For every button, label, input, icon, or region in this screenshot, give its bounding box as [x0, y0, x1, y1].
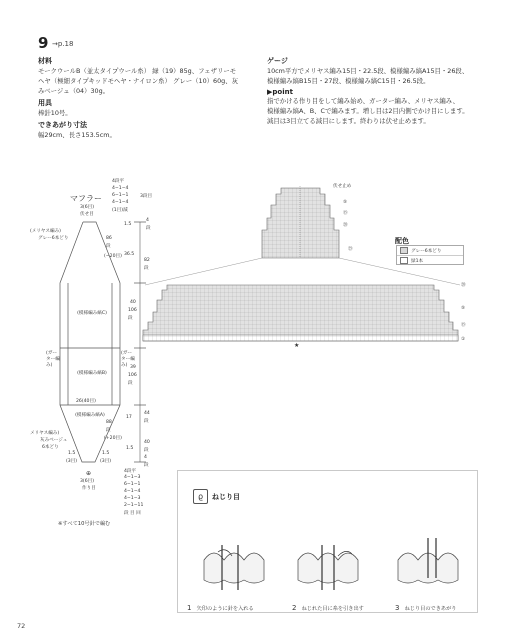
legend-label-grey: グレー6本どり: [411, 248, 442, 254]
chart-mark-r3: ⑮: [461, 323, 466, 328]
chart-mark-r1: ⑳: [461, 283, 466, 288]
dim-4: 4: [146, 218, 149, 223]
band-b-label: (模様編み縞B): [77, 371, 107, 376]
twist-title: ねじり目: [212, 493, 240, 501]
chart-star: ★: [294, 342, 300, 349]
bottom-note-7: 段 目 回: [124, 511, 141, 516]
top-note-side: 3段目: [140, 194, 153, 199]
materials-title: 材料: [38, 57, 52, 65]
bottom-note-4: 4−1−4: [124, 489, 141, 494]
size-text: 幅29cm、長さ153.5cm。: [38, 131, 116, 139]
top-note-1: 4段平: [112, 179, 125, 184]
materials-line-2: ヘヤ（極細タイプキッドモヘヤ・ナイロン糸） グレー（10）60g、灰: [38, 77, 239, 85]
dim-17: 17: [126, 415, 132, 420]
tools-text: 棒針10号。: [38, 109, 72, 117]
bottom-3a: (3目): [66, 459, 78, 464]
band-a-label: (模様編み縞A): [75, 413, 105, 418]
step-3-text: ねじり目のできあがり: [404, 606, 457, 612]
bottom-note-5: 4−1−3: [124, 496, 141, 501]
pattern-number: 9: [38, 34, 49, 52]
step-1-text: 矢印のように針を入れる: [196, 606, 254, 612]
band-c-label: (模様編み縞C): [77, 311, 107, 316]
dim-44: 44: [144, 411, 150, 416]
dim-88: 88: [106, 420, 112, 425]
gauge-line-2: 模様編み縞B15目・27段、模様編み縞C15目・26.5段。: [267, 77, 430, 85]
dim-86-rows: 段: [106, 244, 111, 249]
dim-106b-rows: 段: [128, 381, 133, 386]
bottom-15a: 1.5: [68, 451, 76, 456]
step-2-text: ねじれた目に糸を引き出す: [301, 606, 364, 612]
step-1-number: 1: [187, 604, 192, 612]
chart-top-label: 伏せ止め: [333, 184, 352, 189]
point-line-2: 模様編み縞A、B、Cで編みます。増し目は2目内側でかけ目にします。: [267, 107, 469, 115]
dim-4-rows: 段: [146, 226, 151, 231]
chart-mark-5: ⑤: [343, 200, 348, 205]
dim-106: 106: [128, 308, 137, 313]
dim-plus20: (+20目): [104, 436, 122, 441]
bottom-cast: 3(6目): [80, 479, 95, 484]
dim-106b: 106: [128, 373, 137, 378]
left-top-label: (メリヤス編み): [30, 229, 61, 234]
dim-40b-rows: 段: [144, 448, 149, 453]
dim-40b: 40: [144, 440, 150, 445]
bottom-note-3: 6−1−1: [124, 482, 141, 487]
step-3-number: 3: [395, 604, 400, 612]
left-top-label-2: グレー6本どり: [38, 236, 69, 241]
garter-left-label: (ガーター編み): [46, 351, 60, 368]
page-reference: →p.18: [52, 40, 74, 48]
bottom-left-label: メリヤス編み): [30, 431, 60, 436]
bottom-left-label-2: 灰みベージュ: [40, 438, 68, 443]
top-width-label: 3(6目): [80, 205, 95, 210]
twist-step-2: [292, 595, 364, 614]
point-title: ▶point: [267, 88, 293, 96]
bottom-note-1: 4段平: [124, 469, 137, 474]
twist-step-1: [187, 595, 254, 614]
legend-label-green: 緑1本: [411, 258, 424, 264]
dim-82-rows: 段: [144, 266, 149, 271]
gauge-line-1: 10cm平方でメリヤス編み15目・22.5段、模様編み縞A15目・26段、: [267, 67, 469, 75]
top-note-3: 6−1−1: [112, 193, 129, 198]
dim-minus20: (−20目): [104, 254, 122, 259]
bottom-note-2: 4−1−3: [124, 475, 141, 480]
dim-40: 40: [130, 300, 136, 305]
bottom-15b: 1.5: [102, 451, 110, 456]
materials-line-1: モークウールB（並太タイプウール糸） 緑（19）85g、フェザリーモ: [38, 67, 237, 75]
footnote: ※すべて10号針で編む: [58, 521, 111, 527]
size-title: できあがり寸法: [38, 121, 87, 129]
knit-fabric-1: [204, 553, 264, 583]
dim-82: 82: [144, 258, 150, 263]
materials-line-3: みベージュ（04）30g。: [38, 87, 110, 95]
chart-mark-20: ⑳: [343, 223, 348, 228]
dim-88-rows: 段: [106, 428, 111, 433]
top-note-2: 4−1−4: [112, 186, 129, 191]
dim-15: 1.5: [124, 222, 132, 227]
gauge-title: ゲージ: [267, 57, 288, 65]
point-line-3: 減目は3目立てる減目にします。終わりは伏せ止めます。: [267, 117, 430, 125]
chart-mark-r4: ①: [461, 337, 466, 342]
bottom-note-6: 2−1−11: [124, 503, 144, 508]
diagram-title: マフラー: [70, 194, 102, 203]
chart-mark-25: ㉕: [348, 247, 353, 252]
point-line-1: 指でかける作り目をして編み始め、ガーター編み、メリヤス編み、: [267, 97, 459, 105]
chart-mark-15: ⑮: [343, 211, 348, 216]
twist-step-3: [395, 595, 456, 614]
dim-365: 36.5: [124, 252, 135, 257]
stitch-dot: ⊕: [86, 470, 92, 477]
top-note-5: (1目)減: [112, 208, 128, 213]
bottom-left-label-3: 6本どり: [42, 445, 59, 450]
dim-39: 39: [130, 365, 136, 370]
knit-fabric-2: [298, 553, 358, 583]
dim-106-rows: 段: [128, 316, 133, 321]
width-label: 26(40目): [76, 399, 96, 404]
top-bindoff-label: 伏せ目: [80, 212, 94, 217]
bottom-cast-2: 作り目: [82, 486, 96, 491]
dim-15b: 1.5: [126, 446, 134, 451]
garter-right-label: (ガーター編み): [121, 351, 135, 368]
top-note-4: 4−1−4: [112, 200, 129, 205]
twist-icon: ϱ: [193, 489, 208, 504]
dim-86: 86: [106, 236, 112, 241]
step-2-number: 2: [292, 604, 297, 612]
chart-mark-r2: ⑤: [461, 306, 466, 311]
dim-4b-rows: 段: [144, 463, 149, 468]
legend-title: 配色: [395, 237, 409, 245]
dim-4b: 4: [144, 455, 147, 460]
page-number: 72: [17, 622, 26, 630]
bottom-3b: (3目): [100, 459, 112, 464]
dim-44-rows: 段: [144, 419, 149, 424]
tools-title: 用具: [38, 99, 52, 107]
